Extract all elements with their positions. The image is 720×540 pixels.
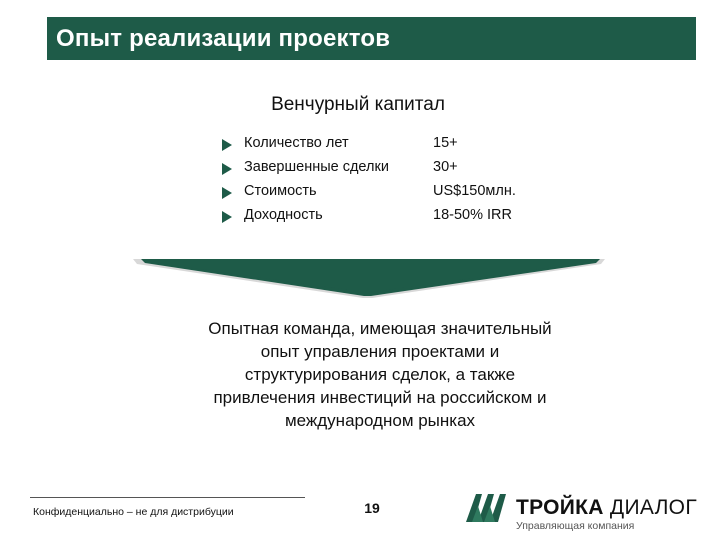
logo-subtitle: Управляющая компания <box>516 520 635 532</box>
funnel-inner <box>150 262 591 292</box>
logo-name-light: ДИАЛОГ <box>609 496 697 519</box>
footer-divider <box>30 497 305 498</box>
summary-line: опыт управления проектами и <box>260 342 500 361</box>
summary-line: структурирования сделок, а также <box>244 365 516 384</box>
logo-name-bold: ТРОЙКА <box>516 496 604 519</box>
fact-value: 15+ <box>433 135 458 151</box>
fact-value: US$150млн. <box>433 183 516 199</box>
fact-label: Завершенные сделки <box>244 159 389 175</box>
fact-value: 30+ <box>433 159 458 175</box>
page-number: 19 <box>364 500 380 516</box>
summary-line: Опытная команда, имеющая значительный <box>208 319 552 338</box>
section-title-text: Венчурный капитал <box>271 94 445 115</box>
summary-line: привлечения инвестиций на российском и <box>213 388 547 407</box>
fact-value: 18-50% IRR <box>433 207 512 223</box>
summary-text <box>160 317 600 432</box>
fact-label: Стоимость <box>244 183 317 199</box>
summary-line: международном рынках <box>284 411 476 430</box>
fact-label: Количество лет <box>244 135 349 151</box>
troika-dialog-logo-icon <box>466 492 512 522</box>
fact-label: Доходность <box>244 207 323 223</box>
logo-name <box>516 496 697 520</box>
slide-title: Опыт реализации проектов <box>56 25 391 52</box>
company-logo <box>466 492 706 534</box>
confidential-note: Конфиденциально – не для дистрибуции <box>33 506 234 518</box>
